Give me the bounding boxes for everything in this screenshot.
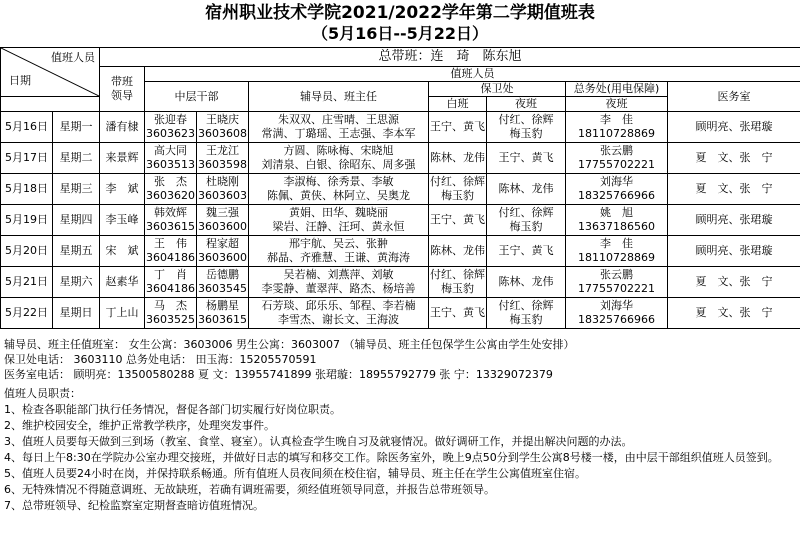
date-cell: 5月21日: [1, 267, 53, 298]
duties-heading: 值班人员职责：: [4, 387, 81, 400]
table-row: [1, 143, 800, 174]
cadre-cell: 王晓庆 3603608: [197, 112, 249, 143]
duty-item: 1、检查各职能部门执行任务情况，督促各部门切实履行好岗位职责。: [4, 403, 341, 416]
counselor-cell: 朱双双、庄雪晴、王思源 常满、丁璐瑶、王志强、李本军: [249, 112, 429, 143]
contact-line-counselor: 辅导员、班主任值班室： 女生公寓：3603006 男生公寓：3603007 （辅导员、班主任包保学生公寓由学生处安排）: [4, 338, 575, 351]
duty-item: 5、值班人员要24小时在岗，并保持联系畅通。所有值班人员夜间须在校住宿，辅导员、班主任在学生公寓值班室住宿。: [4, 467, 586, 480]
cadre-cell: 程家超 3603600: [197, 236, 249, 267]
duties-section: [4, 386, 796, 514]
security-day-cell: 王宁、黄飞: [429, 205, 487, 236]
table-row: [1, 112, 800, 143]
duty-item: 3、值班人员要每天做到三到场（教室、食堂、寝室）。认真检查学生晚自习及就寝情况。做好调研工作，并提出解决问题的办法。: [4, 435, 633, 448]
security-night-cell: 陈林、龙伟: [487, 267, 566, 298]
weekday-cell: 星期日: [53, 298, 100, 329]
weekday-cell: 星期四: [53, 205, 100, 236]
logistics-cell: 李 佳 18110728869: [566, 112, 668, 143]
security-day-cell: 王宁、黄飞: [429, 298, 487, 329]
date-cell: 5月22日: [1, 298, 53, 329]
logistics-cell: 张云鹏 17755702221: [566, 143, 668, 174]
medical-cell: 顾明亮、张珺璇: [668, 112, 800, 143]
medical-cell: 夏 文、张 宁: [668, 298, 800, 329]
cadre-cell: 岳德鹏 3603545: [197, 267, 249, 298]
header-medical: 医务室: [668, 82, 800, 112]
cadre-cell: 丁 肖 3604186: [145, 267, 197, 298]
contact-line-security: 保卫处电话： 3603110 总务处电话： 田玉海：15205570591: [4, 353, 317, 366]
header-leader: 带班 领导: [100, 67, 145, 112]
date-cell: 5月18日: [1, 174, 53, 205]
leader-cell: 丁上山: [100, 298, 145, 329]
leader-cell: 李 斌: [100, 174, 145, 205]
weekday-cell: 星期二: [53, 143, 100, 174]
counselor-cell: 黄娟、田华、魏晓丽 梁岩、汪静、汪珂、黄永恒: [249, 205, 429, 236]
cadre-cell: 王 伟 3604186: [145, 236, 197, 267]
duty-item: 6、无特殊情况不得随意调班、无故缺班，若确有调班需要，须经值班领导同意，并报告总带班领导。: [4, 483, 495, 496]
logistics-cell: 姚 旭 13637186560: [566, 205, 668, 236]
header-security: 保卫处: [429, 82, 566, 97]
leader-cell: 赵素华: [100, 267, 145, 298]
page-subtitle: （5月16日--5月22日）: [311, 24, 489, 43]
table-row: [1, 298, 800, 329]
counselor-cell: 邢宇航、吴云、张翀 郝晶、齐雅慧、王谦、黄海涛: [249, 236, 429, 267]
header-date-label: 日期: [9, 74, 31, 87]
contact-line-medical: 医务室电话： 顾明亮：13500580288 夏 文：13955741899 张珺璇：18955792779 张 宁：13329072379: [4, 368, 553, 381]
counselor-cell: 石芳琰、邱乐乐、邹程、李若楠 李雪杰、谢长文、王海波: [249, 298, 429, 329]
leader-cell: 李玉峰: [100, 205, 145, 236]
header-staff-label: 值班人员: [51, 51, 95, 64]
general-leader-cell: 总带班：连 琦 陈东旭: [100, 48, 800, 67]
leader-cell: 来景辉: [100, 143, 145, 174]
logistics-cell: 刘海华 18325766966: [566, 298, 668, 329]
cadre-cell: 杜晓刚 3603603: [197, 174, 249, 205]
header-mid-cadre: 中层干部: [145, 82, 249, 112]
security-day-cell: 陈林、龙伟: [429, 143, 487, 174]
security-night-cell: 陈林、龙伟: [487, 174, 566, 205]
duty-item: 4、每日上午8:30在学院办公室办理交接班，并做好日志的填写和移交工作。除医务室外，晚上9点50分到学生公寓8号楼一楼，由中层干部组织值班人员签到。: [4, 451, 779, 464]
duty-table: [0, 47, 800, 329]
logistics-cell: 刘海华 18325766966: [566, 174, 668, 205]
duty-rows: [1, 112, 800, 329]
duties-list: [4, 402, 796, 514]
cadre-cell: 张迎春 3603623: [145, 112, 197, 143]
leader-cell: 宋 斌: [100, 236, 145, 267]
page-title: 宿州职业技术学院2021/2022学年第二学期值班表: [205, 3, 595, 23]
medical-cell: 夏 文、张 宁: [668, 143, 800, 174]
duty-item: 2、维护校园安全，维护正常教学秩序，处理突发事件。: [4, 419, 275, 432]
cadre-cell: 张 杰 3603620: [145, 174, 197, 205]
header-logistics: 总务处(用电保障): [566, 82, 668, 97]
table-row: [1, 236, 800, 267]
header-night-shift: 夜班: [487, 97, 566, 112]
weekday-cell: 星期一: [53, 112, 100, 143]
security-night-cell: 付红、徐辉 梅玉豹: [487, 112, 566, 143]
logistics-cell: 李 佳 18110728869: [566, 236, 668, 267]
security-day-cell: 付红、徐辉 梅玉豹: [429, 267, 487, 298]
date-cell: 5月20日: [1, 236, 53, 267]
header-date-spacer: [1, 97, 100, 112]
medical-cell: 夏 文、张 宁: [668, 174, 800, 205]
cadre-cell: 王龙江 3603598: [197, 143, 249, 174]
logistics-cell: 张云鹏 17755702221: [566, 267, 668, 298]
medical-cell: 夏 文、张 宁: [668, 267, 800, 298]
weekday-cell: 星期六: [53, 267, 100, 298]
security-night-cell: 付红、徐辉 梅玉豹: [487, 205, 566, 236]
cadre-cell: 高大同 3603513: [145, 143, 197, 174]
security-night-cell: 王宁、黄飞: [487, 236, 566, 267]
date-cell: 5月16日: [1, 112, 53, 143]
security-day-cell: 王宁、黄飞: [429, 112, 487, 143]
counselor-cell: 方圆、陈咏梅、宋晓旭 刘清泉、白银、徐昭东、周多强: [249, 143, 429, 174]
header-counselor: 辅导员、班主任: [249, 82, 429, 112]
leader-cell: 潘有棣: [100, 112, 145, 143]
security-night-cell: 付红、徐辉 梅玉豹: [487, 298, 566, 329]
weekday-cell: 星期三: [53, 174, 100, 205]
table-row: [1, 205, 800, 236]
header-logistics-night: 夜班: [566, 97, 668, 112]
security-day-cell: 陈林、龙伟: [429, 236, 487, 267]
header-corner-cell: [1, 48, 100, 97]
counselor-cell: 李淑梅、徐秀景、李敏 陈佩、黄侠、林阿立、吴奥龙: [249, 174, 429, 205]
cadre-cell: 魏三强 3603600: [197, 205, 249, 236]
medical-cell: 顾明亮、张珺璇: [668, 236, 800, 267]
table-row: [1, 174, 800, 205]
date-cell: 5月17日: [1, 143, 53, 174]
security-day-cell: 付红、徐辉 梅玉豹: [429, 174, 487, 205]
medical-cell: 顾明亮、张珺璇: [668, 205, 800, 236]
date-cell: 5月19日: [1, 205, 53, 236]
header-day-shift: 白班: [429, 97, 487, 112]
cadre-cell: 马 杰 3603525: [145, 298, 197, 329]
table-row: [1, 267, 800, 298]
security-night-cell: 王宁、黄飞: [487, 143, 566, 174]
counselor-cell: 吴若楠、刘燕萍、刘敏 李雯静、董翠萍、路杰、杨培善: [249, 267, 429, 298]
weekday-cell: 星期五: [53, 236, 100, 267]
cadre-cell: 韩效辉 3603615: [145, 205, 197, 236]
cadre-cell: 杨鹏星 3603615: [197, 298, 249, 329]
header-duty-staff: 值班人员: [145, 67, 800, 82]
duty-item: 7、总带班领导、纪检监察室定期督查暗访值班情况。: [4, 499, 264, 512]
